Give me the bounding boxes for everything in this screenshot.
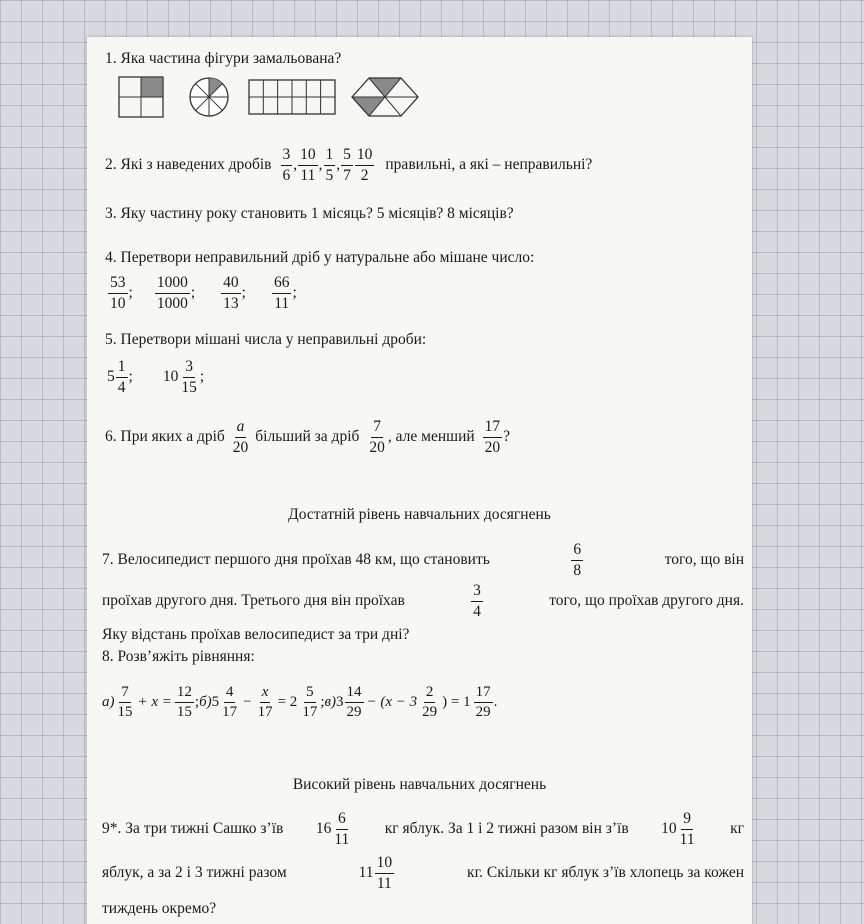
fraction: $\frac{7}{20}$ bbox=[369, 418, 385, 456]
figures-row bbox=[118, 76, 458, 118]
level-3-heading: Високий рівень навчальних досягнень bbox=[292, 776, 547, 793]
question-6: 6. При яких а дріб $\frac{a}{20}$ більший за дріб $\frac{7}{20}$ , але менший $\frac{17}{20}$ ? bbox=[105, 418, 511, 456]
question-3: 3. Яку частину року становить 1 місяць? 5 місяців? 8 місяців? bbox=[105, 205, 514, 222]
fraction: $\frac{1}{4}$ bbox=[117, 358, 126, 396]
fraction: $\frac{66}{11}$ bbox=[273, 274, 290, 312]
q2-suffix: правильні, а які – неправильні? bbox=[385, 156, 593, 173]
question-5: 5. Перетвори мішані числа у неправильні дроби: bbox=[105, 331, 427, 348]
q2-prefix: 2. Які з наведених дробів bbox=[105, 156, 272, 173]
fraction: $\frac{10}{11}$ bbox=[300, 146, 316, 184]
fraction: $\frac{12}{15}$ bbox=[176, 683, 192, 720]
fraction: $\frac{2}{29}$ bbox=[422, 683, 438, 720]
q7-line-3: Яку відстань проїхав велосипедист за три дні? bbox=[102, 626, 410, 643]
square-figure bbox=[119, 77, 163, 117]
fraction: $\frac{40}{13}$ bbox=[223, 274, 239, 312]
fraction: $\frac{10}{11}$ bbox=[376, 854, 393, 892]
level-2-heading: Достатній рівень навчальних досягнень bbox=[288, 506, 551, 523]
shaded-figures bbox=[118, 76, 458, 118]
q7-line-2: проїхав другого дня. Третього дня він проїхав $\frac{3}{4}$ того, що проїхав другого дня. bbox=[102, 582, 744, 620]
q9-line-1: 9*. За три тижні Сашко з’їв 16 $\frac{6}{11}$ кг яблук. За 1 і 2 тижні разом він з’їв 10 $\frac{9}{11}$ кг bbox=[102, 810, 744, 848]
fraction: $\frac{6}{11}$ bbox=[334, 810, 350, 848]
fraction: $\frac{3}{6}$ bbox=[282, 146, 291, 184]
fraction: $\frac{4}{17}$ bbox=[222, 683, 238, 720]
question-4: 4. Перетвори неправильний дріб у натуральне або мішане число: bbox=[105, 249, 535, 266]
fraction: $\frac{53}{10}$ bbox=[110, 274, 126, 312]
fraction: $\frac{10}{2}$ bbox=[356, 146, 373, 184]
fraction: $\frac{a}{20}$ bbox=[232, 418, 249, 456]
fraction: $\frac{1000}{1000}$ bbox=[156, 274, 188, 312]
q7-line-1: 7. Велосипедист першого дня проїхав 48 км, що становить $\frac{6}{8}$ того, що він bbox=[102, 541, 744, 579]
fraction: $\frac{9}{11}$ bbox=[679, 810, 695, 848]
fraction: $\frac{5}{17}$ bbox=[302, 683, 318, 720]
grid-figure bbox=[249, 80, 335, 114]
q9-line-3: тиждень окремо? bbox=[102, 900, 217, 917]
fraction: $\frac{7}{15}$ bbox=[117, 683, 133, 720]
question-1: 1. Яка частина фігури замальована? bbox=[105, 50, 342, 67]
fraction: $\frac{6}{8}$ bbox=[573, 541, 582, 579]
circle-figure bbox=[190, 78, 228, 116]
question-2: 2. Які з наведених дробів $\frac{3}{6}$ , $\frac{10}{11}$ , $\frac{1}{5}$ , $\frac{5}{7}$ $\frac{10}{2}$ правильні, а які – неправильні? bbox=[105, 146, 593, 184]
fraction: $\frac{x}{17}$ bbox=[257, 683, 273, 720]
fraction: $\frac{1}{5}$ bbox=[325, 146, 334, 184]
question-8: 8. Розв’яжіть рівняння: bbox=[102, 648, 255, 665]
worksheet bbox=[87, 37, 752, 924]
fraction: $\frac{3}{15}$ bbox=[181, 358, 197, 396]
q5-mixed-numbers: 5 $\frac{1}{4}$ ; 10 $\frac{3}{15}$ ; bbox=[107, 358, 205, 396]
q9-line-2: яблук, а за 2 і 3 тижні разом 11 $\frac{10}{11}$ кг. Скільки кг яблук з’їв хлопець за кожен bbox=[102, 854, 744, 892]
q4-fractions: $\frac{53}{10}$ ; $\frac{1000}{1000}$ ; $\frac{40}{13}$ ; $\frac{66}{11}$ ; bbox=[110, 274, 297, 312]
hexagon-figure bbox=[352, 78, 418, 116]
fraction: $\frac{5}{7}$ bbox=[343, 146, 351, 184]
fraction: $\frac{14}{29}$ bbox=[346, 683, 362, 720]
fraction: $\frac{17}{20}$ bbox=[484, 418, 501, 456]
fraction: $\frac{17}{29}$ bbox=[475, 683, 491, 720]
q8-equations: а) $\frac{7}{15}$ + x = $\frac{12}{15}$ ; б) 5 $\frac{4}{17}$ − $\frac{x}{17}$ = 2 $\frac{5}{17}$ ; в) 3 $\frac{14}{29}$ − (x − 3 $\frac{2}{29}$ ) = 1 $\frac{17}{29}$ . bbox=[102, 683, 498, 720]
fraction: $\frac{3}{4}$ bbox=[473, 582, 481, 620]
